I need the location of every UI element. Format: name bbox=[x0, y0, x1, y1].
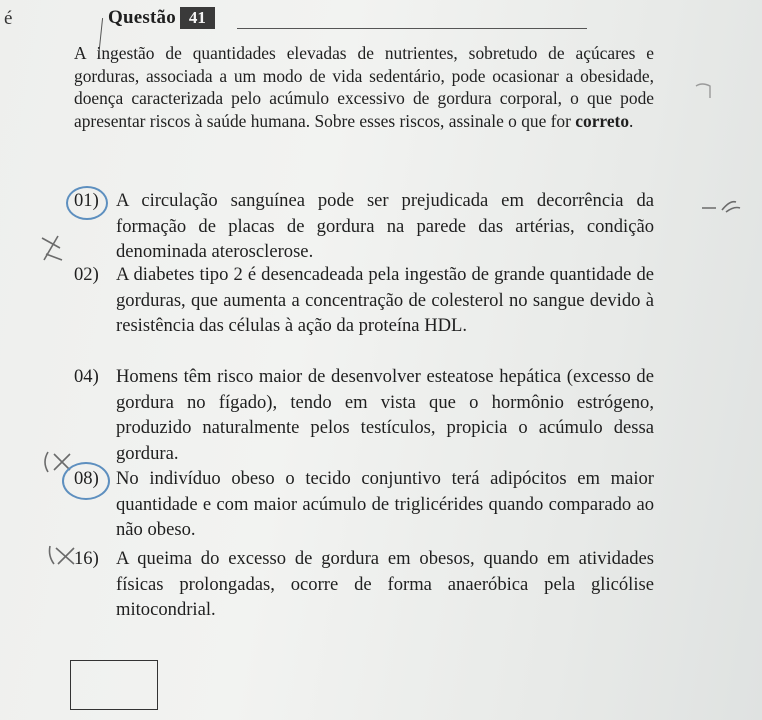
option-code: 08) bbox=[74, 468, 99, 489]
option-01[interactable] bbox=[74, 188, 654, 265]
option-code: 01) bbox=[74, 190, 99, 211]
stem-end: . bbox=[629, 110, 634, 131]
option-text: A queima do excesso de gordura em obesos, quando em atividades físicas prolongadas, ocorre de forma anaeróbica pela glicólise mitocondrial. bbox=[116, 548, 654, 620]
answer-box[interactable] bbox=[70, 660, 158, 710]
option-code: 02) bbox=[74, 264, 99, 285]
handwritten-check-icon bbox=[700, 196, 744, 218]
handwritten-x-icon-1 bbox=[38, 234, 68, 266]
stem-text: A ingestão de quantidades elevadas de nutrientes, sobretudo de açúcares e gorduras, associada a um modo de vida sedentário, pode ocasionar a obesidade, doença caracterizada pelo acúmulo excessivo de gordura corporal, o que pode apresentar riscos à saúde humana. Sobre esses riscos, assinale o que for bbox=[74, 43, 654, 131]
option-08[interactable] bbox=[74, 466, 654, 543]
question-stem bbox=[74, 42, 654, 132]
question-label: Questão bbox=[108, 7, 176, 28]
option-16[interactable] bbox=[74, 546, 654, 623]
option-02[interactable] bbox=[74, 262, 654, 339]
option-code: 04) bbox=[74, 366, 99, 387]
option-text: Homens têm risco maior de desenvolver esteatose hepática (excesso de gordura no fígado), tendo em vista que o hormônio estrógeno, produzido naturalmente pelos testículos, propicia o acúmulo dessa gordura. bbox=[116, 366, 654, 464]
option-text: A diabetes tipo 2 é desencadeada pela ingestão de grande quantidade de gorduras, que aumenta a concentração de colesterol no sangue devido à resistência das células à ação da proteína HDL. bbox=[116, 264, 654, 336]
option-04[interactable] bbox=[74, 364, 654, 466]
header-rule bbox=[237, 28, 587, 29]
question-header bbox=[108, 6, 215, 30]
option-text: No indivíduo obeso o tecido conjuntivo terá adipócitos em maior quantidade e com maior acúmulo de triglicérides quando comparado ao não obeso. bbox=[116, 468, 654, 540]
option-text: A circulação sanguínea pode ser prejudicada em decorrência da formação de placas de gordura na parede das artérias, condição denominada aterosclerose. bbox=[116, 190, 654, 262]
option-01-circle-mark bbox=[66, 186, 108, 220]
handwritten-tick-icon bbox=[692, 80, 716, 104]
option-08-circle-mark bbox=[62, 462, 110, 500]
margin-character: é bbox=[4, 8, 13, 29]
stem-emphasis: correto bbox=[575, 110, 630, 131]
question-number: 41 bbox=[180, 7, 215, 29]
option-code: 16) bbox=[74, 548, 99, 569]
